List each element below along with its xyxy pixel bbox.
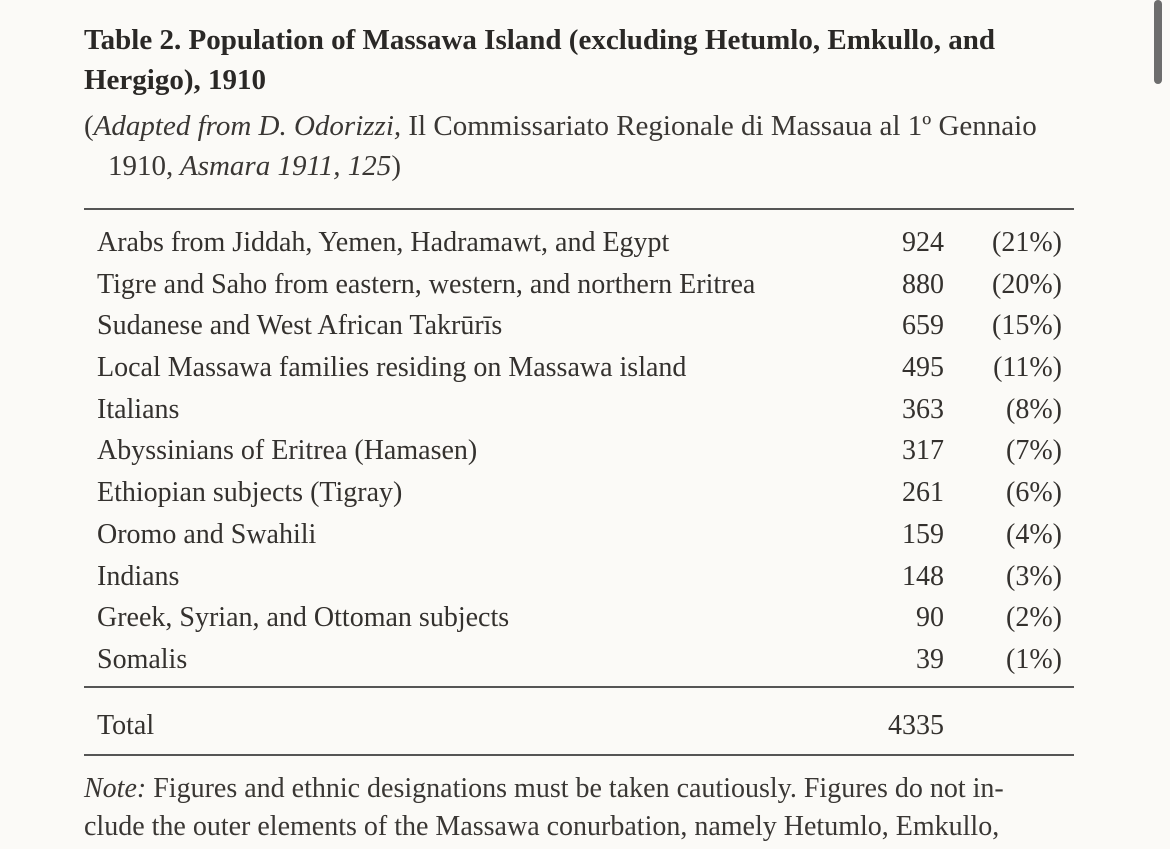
row-count: 148	[902, 560, 944, 592]
row-percentage: (21%)	[992, 227, 1062, 258]
source-work-title-cont: 1910,	[108, 150, 174, 182]
table-row	[84, 430, 1074, 472]
row-count: 90	[916, 602, 944, 634]
table-row	[84, 597, 1074, 639]
table-source-note	[84, 106, 1084, 186]
row-percentage: (4%)	[1006, 518, 1062, 550]
row-percentage: (8%)	[1006, 393, 1062, 425]
note-text-1: Figures and ethnic designations must be taken cautiously. Figures do not in-	[146, 773, 1004, 804]
row-percentage: (15%)	[992, 310, 1062, 342]
row-count: 261	[902, 477, 944, 509]
source-open-paren: (	[84, 110, 94, 142]
note-label: Note:	[84, 773, 147, 804]
table-row	[84, 222, 1074, 264]
source-line-2	[84, 146, 1084, 186]
table-total-rule	[84, 686, 1074, 688]
row-percentage: (3%)	[1006, 560, 1062, 592]
total-count: 4335	[888, 710, 944, 741]
row-count: 39	[916, 643, 944, 675]
row-count: 495	[902, 352, 944, 384]
row-label: Ethiopian subjects (Tigray)	[97, 477, 403, 509]
total-row	[84, 704, 1074, 748]
row-percentage: (6%)	[1006, 477, 1062, 509]
table-row	[84, 556, 1074, 598]
row-percentage: (2%)	[1006, 602, 1062, 634]
row-label: Somalis	[97, 643, 188, 675]
table-row	[84, 264, 1074, 306]
table-top-rule	[84, 208, 1074, 210]
row-count: 880	[902, 268, 944, 300]
source-work-title: Il Commissariato Regionale di Massaua al 1º Gennaio	[401, 110, 1037, 142]
note-line-1	[84, 770, 1084, 808]
row-percentage: (1%)	[1006, 643, 1062, 675]
table-footnote	[84, 770, 1084, 846]
row-label: Local Massawa families residing on Massawa island	[97, 352, 687, 384]
row-count: 659	[902, 310, 944, 342]
row-count: 317	[902, 435, 944, 467]
table-bottom-rule	[84, 754, 1074, 756]
table-title: Table 2. Population of Massawa Island (excluding Hetumlo, Emkullo, and Hergigo), 1910	[84, 24, 995, 96]
table-row	[84, 639, 1074, 681]
scrollbar-thumb[interactable]	[1154, 0, 1162, 84]
table-row	[84, 389, 1074, 431]
row-count: 924	[902, 227, 944, 258]
source-close-paren: )	[391, 150, 401, 182]
table-row	[84, 514, 1074, 556]
table-row	[84, 472, 1074, 514]
row-label: Italians	[97, 393, 180, 425]
row-label: Indians	[97, 560, 180, 592]
row-label: Sudanese and West African Takrūrīs	[97, 310, 503, 342]
row-percentage: (7%)	[1006, 435, 1062, 467]
row-count: 363	[902, 393, 944, 425]
total-label: Total	[97, 710, 155, 741]
note-line-2: clude the outer elements of the Massawa conurbation, namely Hetumlo, Emkullo,	[84, 811, 1000, 842]
row-percentage: (20%)	[992, 268, 1062, 300]
row-label: Greek, Syrian, and Ottoman subjects	[97, 602, 510, 634]
table-row	[84, 305, 1074, 347]
source-adapted-from: Adapted from D. Odorizzi,	[93, 110, 402, 142]
row-percentage: (11%)	[993, 352, 1062, 384]
source-line-1	[84, 106, 1084, 146]
row-count: 159	[902, 518, 944, 550]
population-table-body	[84, 222, 1074, 681]
row-label: Tigre and Saho from eastern, western, and northern Eritrea	[97, 268, 756, 300]
row-label: Abyssinians of Eritrea (Hamasen)	[97, 435, 478, 467]
row-label: Oromo and Swahili	[97, 518, 317, 550]
table-row	[84, 347, 1074, 389]
source-place-year: Asmara 1911, 125	[173, 150, 392, 182]
row-label: Arabs from Jiddah, Yemen, Hadramawt, and Egypt	[97, 227, 670, 258]
